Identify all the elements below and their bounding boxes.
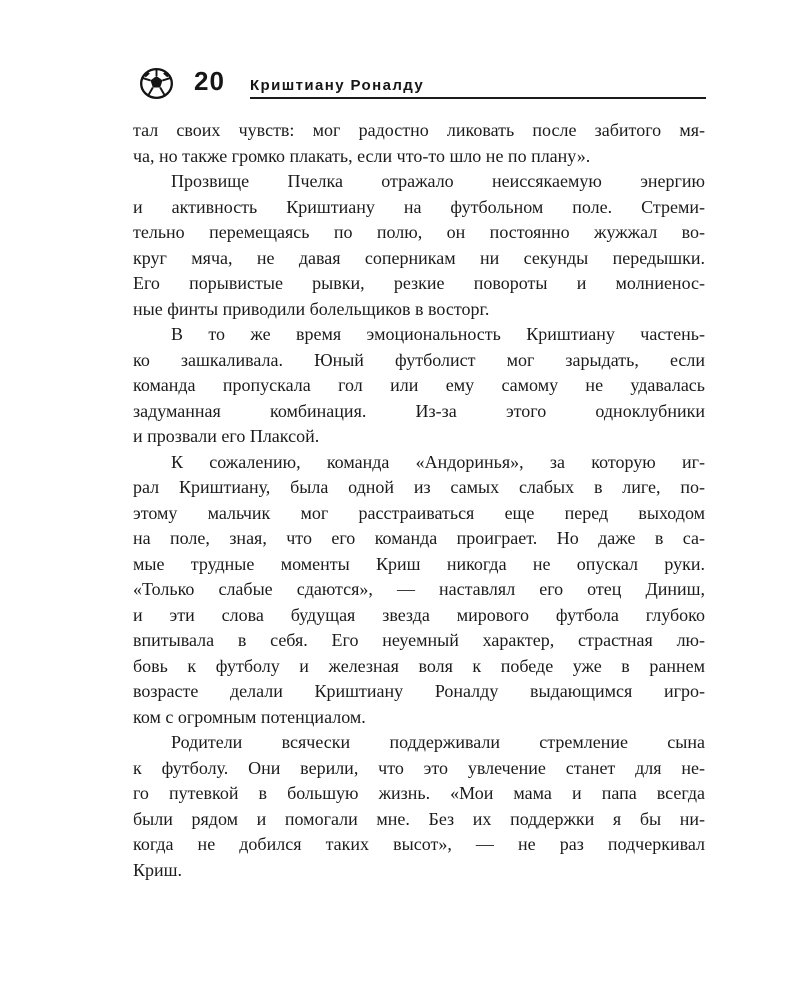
text-line: задуманная комбинация. Из-за этого одноклубники <box>133 400 705 421</box>
text-line: тельно перемещаясь по полю, он постоянно жужжал во- <box>133 222 705 242</box>
text-line: возрасте делали Криштиану Роналду выдающимся игро- <box>133 681 705 701</box>
text-line: бовь к футболу и железная воля к победе уже в раннем <box>133 655 705 676</box>
text-line: были рядом и помогали мне. Без их поддержки я бы ни- <box>133 808 705 829</box>
text-line: «Только слабые сдаются», — наставлял его отец Диниш, <box>133 579 705 599</box>
text-line: тал своих чувств: мог радостно ликовать после забитого мя- <box>133 120 705 140</box>
running-title: Криштиану Роналду <box>250 77 425 94</box>
soccer-ball-icon <box>139 67 174 100</box>
text-line: этому мальчик мог расстраиваться еще перед выходом <box>133 502 705 523</box>
text-line: Его порывистые рывки, резкие повороты и молниенос- <box>133 273 705 293</box>
text-line: ные финты приводили болельщиков в восторг. <box>133 298 490 319</box>
header-rule <box>250 97 706 99</box>
page-number: 20 <box>194 66 225 96</box>
text-line: мые трудные моменты Криш никогда не опускал руки. <box>133 553 705 574</box>
text-block <box>133 118 705 883</box>
text-line: и прозвали его Плаксой. <box>133 426 320 446</box>
text-line: рал Криштиану, была одной из самых слабых в лиге, по- <box>133 477 705 497</box>
text-line: К сожалению, команда «Андоринья», за которую иг- <box>171 451 705 472</box>
text-line: ком с огромным потенциалом. <box>133 706 366 727</box>
text-line: к футболу. Они верили, что это увлечение станет для не- <box>133 757 705 778</box>
text-line: Криш. <box>133 859 182 880</box>
text-line: Прозвище Пчелка отражало неиссякаемую энергию <box>171 171 705 191</box>
text-line: Родители всячески поддерживали стремление сына <box>171 732 705 752</box>
text-line: ко зашкаливала. Юный футболист мог зарыдать, если <box>133 349 705 370</box>
text-line: и эти слова будущая звезда мирового футбола глубоко <box>133 604 705 625</box>
text-line: и активность Криштиану на футбольном поле. Стреми- <box>133 196 705 217</box>
text-line: В то же время эмоциональность Криштиану частень- <box>171 324 705 344</box>
text-line: на поле, зная, что его команда проиграет. Но даже в са- <box>133 528 705 548</box>
text-line: когда не добился таких высот», — не раз подчеркивал <box>133 834 705 854</box>
text-line: впитывала в себя. Его неуемный характер, страстная лю- <box>133 630 705 650</box>
text-line: го путевкой в большую жизнь. «Мои мама и папа всегда <box>133 783 705 803</box>
text-line: ча, но также громко плакать, если что-то шло не по плану». <box>133 145 591 166</box>
text-line: команда пропускала гол или ему самому не удавалась <box>133 375 705 395</box>
text-line: круг мяча, не давая соперникам ни секунды передышки. <box>133 247 705 268</box>
